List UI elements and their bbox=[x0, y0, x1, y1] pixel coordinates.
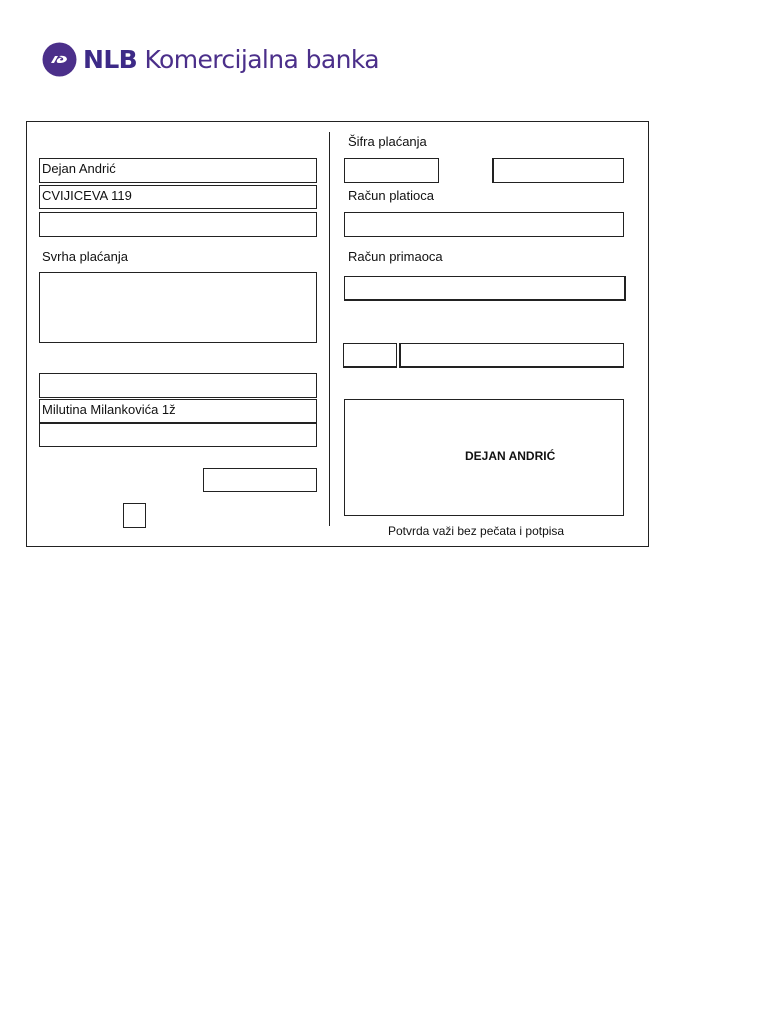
payment-code-field[interactable] bbox=[344, 158, 439, 183]
stamp-name: DEJAN ANDRIĆ bbox=[465, 449, 556, 463]
bank-name bbox=[83, 45, 379, 74]
payer-line3-field[interactable] bbox=[39, 212, 317, 237]
payment-code-label: Šifra plaćanja bbox=[348, 134, 427, 149]
reference-number-field[interactable] bbox=[399, 343, 624, 368]
recipient-line3-field[interactable] bbox=[39, 423, 317, 447]
bank-brand: NLB bbox=[83, 44, 138, 74]
payer-account-field[interactable] bbox=[344, 212, 624, 237]
column-divider bbox=[329, 132, 330, 526]
purpose-label: Svrha plaćanja bbox=[42, 249, 128, 264]
recipient-account-field[interactable] bbox=[344, 276, 626, 301]
nlb-logo-icon bbox=[42, 42, 77, 77]
payer-address-field[interactable]: CVIJICEVA 119 bbox=[39, 185, 317, 209]
payer-account-label: Račun platioca bbox=[348, 188, 434, 203]
bank-name-suffix: Komercijalna banka bbox=[144, 44, 379, 74]
small-box-field[interactable] bbox=[123, 503, 146, 528]
amount-field[interactable] bbox=[492, 158, 624, 183]
payment-form bbox=[26, 121, 649, 547]
reference-model-field[interactable] bbox=[343, 343, 397, 368]
recipient-account-label: Račun primaoca bbox=[348, 249, 443, 264]
payer-name-field[interactable]: Dejan Andrić bbox=[39, 158, 317, 183]
recipient-address-field[interactable]: Milutina Milankovića 1ž bbox=[39, 399, 317, 423]
footer-note: Potvrda važi bez pečata i potpisa bbox=[388, 524, 565, 538]
recipient-line1-field[interactable] bbox=[39, 373, 317, 398]
purpose-field[interactable] bbox=[39, 272, 317, 343]
date-field[interactable] bbox=[203, 468, 317, 492]
bank-logo bbox=[42, 40, 379, 78]
stamp-box bbox=[344, 399, 624, 516]
